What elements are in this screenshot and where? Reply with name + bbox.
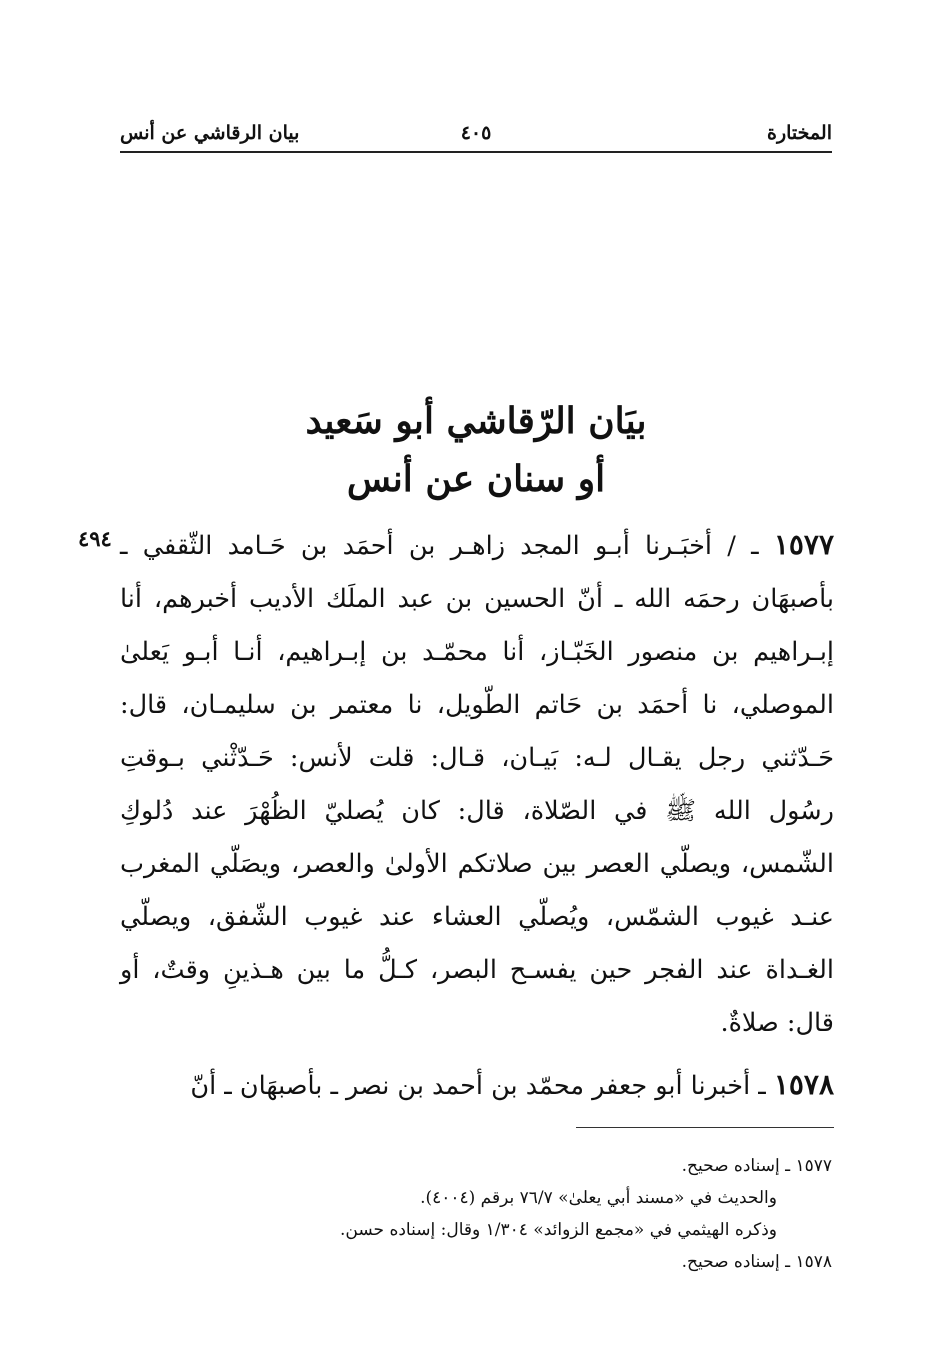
page-number: ٤٠٥ [460, 122, 492, 144]
chapter-title-line-2: أو سنان عن أنس [346, 458, 606, 500]
footnote: ١٥٧٧ ـ إسناده صحيح. [681, 1156, 832, 1176]
body-text [120, 518, 834, 1121]
running-header [120, 118, 832, 152]
footnote: ١٥٧٨ ـ إسناده صحيح. [681, 1252, 832, 1272]
footnote-rule [576, 1127, 834, 1128]
footnotes [200, 1150, 832, 1278]
hadith-number: ١٥٧٨ [773, 1068, 834, 1101]
footnote: وذكره الهيثمي في «مجمع الزوائد» ١/٣٠٤ وقال: إسناده حسن. [340, 1220, 777, 1240]
hadith-paragraph [120, 518, 834, 1050]
hadith-paragraph [120, 1058, 834, 1113]
chapter-heading: بيان الرقاشي عن أنس [120, 122, 300, 144]
header-rule [120, 151, 832, 153]
manuscript-margin-reference: ٤٩٤ [78, 526, 112, 551]
hadith-number: ١٥٧٧ [773, 528, 834, 561]
chapter-title [120, 392, 832, 508]
footnote: والحديث في «مسند أبي يعلىٰ» ٧٦/٧ برقم (٤٠٠٤). [420, 1188, 777, 1208]
hadith-text: ـ / أخبَـرنا أبـو المجد زاهـر بن أحمَد بن حَـامد الثّقفي ـ بأصبهَان رحمَه الله ـ أنّ الحسين بن عبد الملَك الأديب أخبرهم، أنا إبـراهيم بن منصور الخَبّـاز، أنا محمّـد بن إبـراهيم، أنـا أبـو يَعلىٰ الموصلي، نا أحمَد بن حَاتم الطّويل، نا معتمر بن سليمـان، قال: حَـدّثني رجل يقـال لـه: بَيـان، قـال: قلت لأنس: حَـدّثْني بـوقتِ رسُول الله ﷺ في الصّلاة، قال: كان يُصليّ الظُهْرَ عند دُلوكِ الشّمس، ويصلّي العصر بين صلاتكم الأولىٰ والعصر، ويصَلّي المغرب عنـد غيوب الشمّس، ويُصلّي العشاء عند غيوب الشّفق، ويصلّي الغـداة عند الفجر حين يفسـح البصر، كـلُّ ما بين هـذينِ وقتٌ، أو قال: صلاةٌ. [120, 531, 834, 1038]
chapter-title-line-1: بيَان الرّقاشي أبو سَعيد [305, 400, 647, 442]
hadith-text: ـ أخبرنا أبو جعفر محمّد بن أحمد بن نصر ـ بأصبهَان ـ أنّ [190, 1071, 766, 1101]
book-title: المختارة [767, 122, 832, 144]
